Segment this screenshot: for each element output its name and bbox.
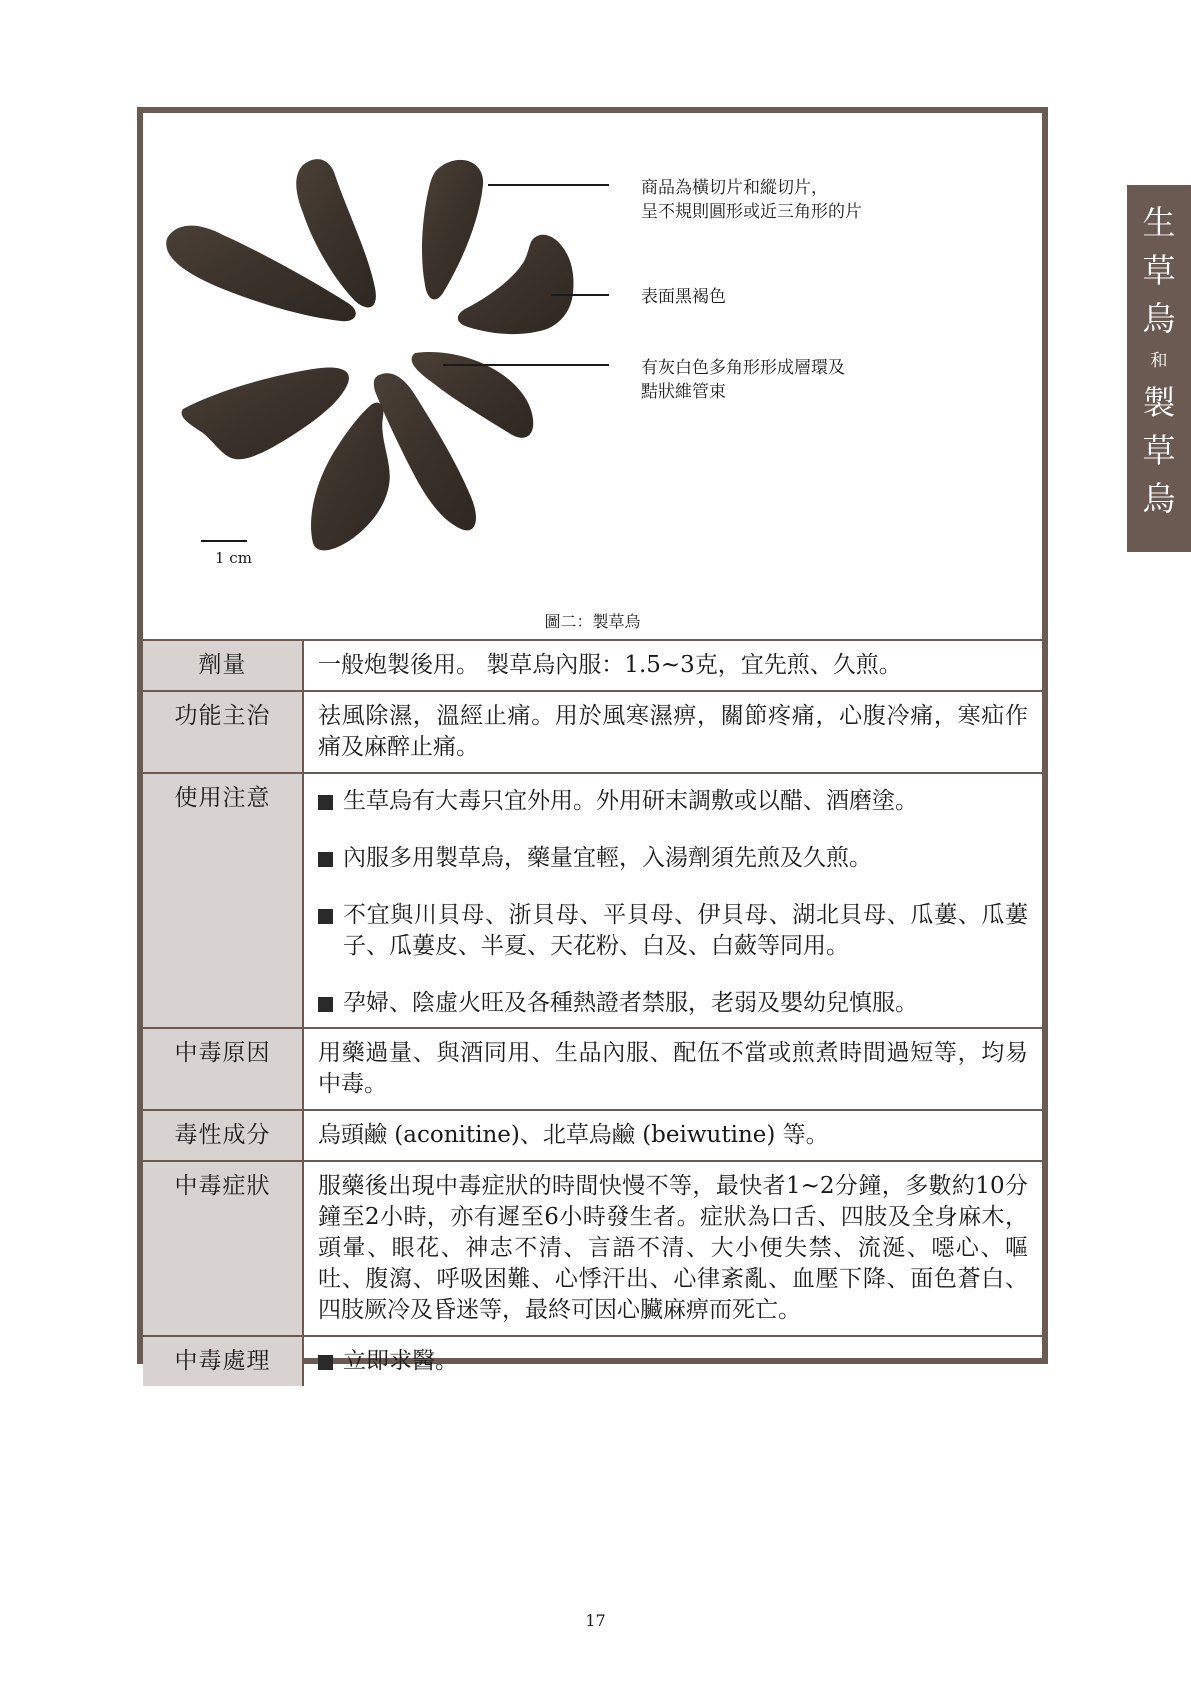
herb-info-frame — [137, 107, 1048, 1374]
square-bullet-icon — [318, 997, 333, 1012]
list-item: 內服多用製草烏，藥量宜輕，入湯劑須先煎及久煎。 — [318, 843, 1028, 874]
row-label-indications: 功能主治 — [143, 691, 303, 773]
table-row — [143, 773, 1042, 1028]
scale-label: 1 cm — [215, 549, 252, 567]
row-label-dosage: 劑量 — [143, 640, 303, 691]
row-content-precautions — [303, 773, 1042, 1028]
table-row — [143, 1110, 1042, 1161]
annotation-cut-shape: 商品為橫切片和縱切片， 呈不規則圓形或近三角形的片 — [641, 178, 862, 222]
herb-figure — [143, 113, 1042, 638]
row-label-poisoning-causes: 中毒原因 — [143, 1028, 303, 1110]
list-item: 孕婦、陰虛火旺及各種熱證者禁服，老弱及嬰幼兒慎服。 — [318, 988, 1028, 1019]
herb-slice — [182, 368, 349, 460]
table-row — [143, 691, 1042, 773]
square-bullet-icon — [318, 795, 333, 810]
herb-info-table — [143, 639, 1042, 1386]
table-row — [143, 1161, 1042, 1336]
row-content-toxic-components: 烏頭鹼 (aconitine)、北草烏鹼 (beiwutine) 等。 — [303, 1110, 1042, 1161]
annotation-cambium-ring: 有灰白色多角形形成層環及 黠狀維管束 — [641, 358, 845, 402]
table-row — [143, 640, 1042, 691]
row-content-indications: 祛風除濕，溫經止痛。用於風寒濕痹，關節疼痛，心腹冷痛，寒疝作痛及麻醉止痛。 — [303, 691, 1042, 773]
side-tab-char: 生 — [1142, 203, 1176, 242]
row-content-poisoning-causes: 用藥過量、與酒同用、生品內服、配伍不當或煎煮時間過短等，均易中毒。 — [303, 1028, 1042, 1110]
row-content-dosage: 一般炮製後用。 製草烏內服：1.5~3克，宜先煎、久煎。 — [303, 640, 1042, 691]
list-item: 生草烏有大毒只宜外用。外用研末調敷或以醋、酒磨塗。 — [318, 786, 1028, 817]
square-bullet-icon — [318, 909, 333, 924]
square-bullet-icon — [318, 852, 333, 867]
side-tab-char: 烏 — [1142, 299, 1176, 338]
row-content-poisoning-treatment — [303, 1336, 1042, 1386]
annotation-surface-color: 表面黑褐色 — [641, 287, 726, 307]
herb-slice — [311, 403, 390, 551]
row-label-toxic-components: 毒性成分 — [143, 1110, 303, 1161]
side-tab-char: 烏 — [1142, 479, 1176, 518]
side-tab-char: 草 — [1142, 431, 1176, 470]
section-side-tab — [1127, 185, 1191, 552]
table-row — [143, 1028, 1042, 1110]
table-row — [143, 1336, 1042, 1386]
row-label-poisoning-symptoms: 中毒症狀 — [143, 1161, 303, 1336]
list-item: 立即求醫。 — [318, 1346, 1028, 1377]
row-label-poisoning-treatment: 中毒處理 — [143, 1336, 303, 1386]
herb-photo — [143, 113, 1042, 638]
row-label-precautions: 使用注意 — [143, 773, 303, 1028]
square-bullet-icon — [318, 1355, 333, 1370]
side-tab-char: 和 — [1150, 351, 1168, 371]
side-tab-char: 草 — [1142, 251, 1176, 290]
herb-slice — [458, 235, 574, 334]
side-tab-char: 製 — [1142, 383, 1176, 422]
list-item: 不宜與川貝母、浙貝母、平貝母、伊貝母、湖北貝母、瓜蔞、瓜蔞子、瓜蔞皮、半夏、天花粉、白及、白蘞等同用。 — [318, 900, 1028, 962]
herb-slice — [422, 160, 483, 300]
figure-caption: 圖二：製草烏 — [544, 612, 641, 631]
row-content-poisoning-symptoms: 服藥後出現中毒症狀的時間快慢不等，最快者1~2分鐘，多數約10分鐘至2小時，亦有遲至6小時發生者。症狀為口舌、四肢及全身麻木，頭暈、眼花、神志不清、言語不清、大小便失禁、流涎、噁心、嘔吐、腹瀉、呼吸困難、心悸汗出、心律紊亂、血壓下降、面色蒼白、四肢厥冷及昏迷等，最終可因心臟麻痹而死亡。 — [303, 1161, 1042, 1336]
page-number: 17 — [585, 1611, 606, 1630]
